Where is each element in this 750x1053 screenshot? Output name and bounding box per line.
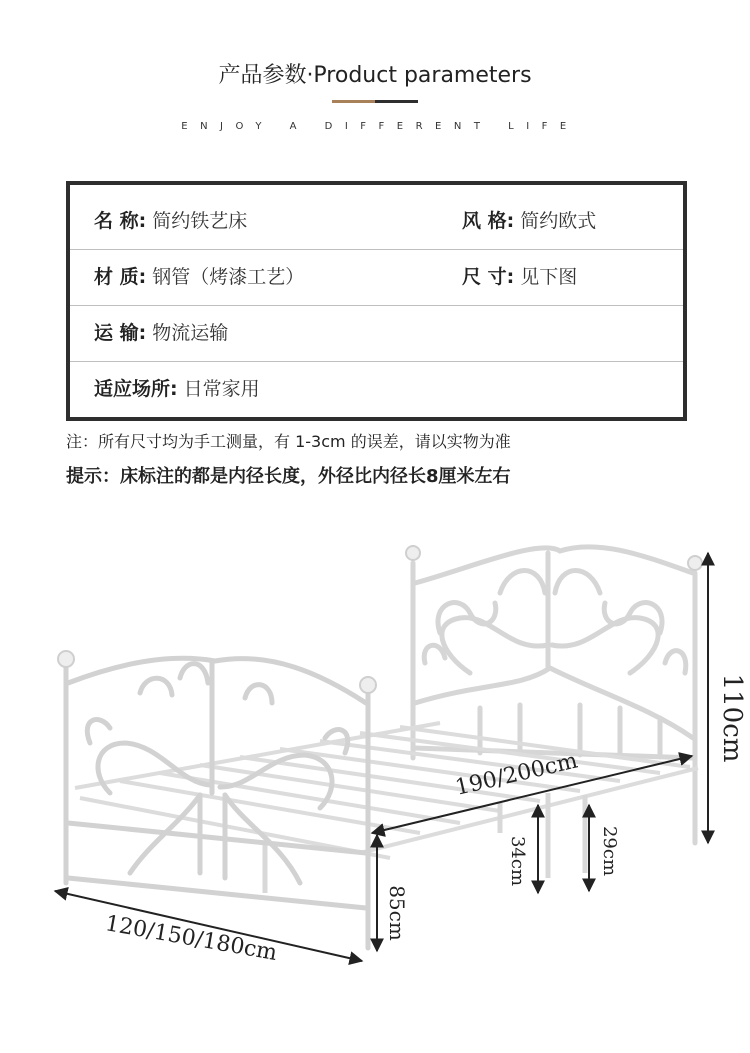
name-value: 简约铁艺床 <box>152 210 248 232</box>
row-shipping <box>70 305 683 362</box>
material-label: 材 质: <box>94 266 147 288</box>
use-label: 适应场所: <box>94 378 178 400</box>
parameter-table <box>66 181 687 421</box>
row-use <box>70 361 683 417</box>
cell-material <box>94 249 304 305</box>
shipping-value: 物流运输 <box>152 322 229 344</box>
page-title: 产品参数·Product parameters <box>218 63 532 88</box>
style-label: 风 格: <box>462 210 515 232</box>
material-value: 钢管（烤漆工艺） <box>152 266 305 288</box>
measurement-note: 注：所有尺寸均为手工测量，有 1-3cm 的误差，请以实物为准 <box>66 432 511 451</box>
tagline: ENJOY A DIFFERENT LIFE <box>181 121 579 132</box>
shipping-label: 运 输: <box>94 322 147 344</box>
headboard <box>413 547 695 843</box>
cell-size <box>462 249 577 305</box>
length-dimension: 190/200cm <box>453 748 581 801</box>
footboard-height: 85cm <box>385 885 409 941</box>
cell-shipping <box>94 305 228 361</box>
cell-style <box>462 193 596 249</box>
row-name-style <box>70 193 683 250</box>
row-material-size <box>70 249 683 306</box>
size-label: 尺 寸: <box>462 266 515 288</box>
cell-name <box>94 193 247 249</box>
size-value: 见下图 <box>520 266 578 288</box>
bed-diagram <box>0 533 750 1053</box>
name-label: 名 称: <box>94 210 147 232</box>
style-value: 简约欧式 <box>520 210 597 232</box>
headboard-height: 110cm <box>717 673 747 763</box>
cell-use <box>94 361 260 417</box>
leg-clearance-34: 34cm <box>507 835 528 887</box>
width-dimension: 120/150/180cm <box>103 911 279 967</box>
leg-clearance-29: 29cm <box>599 825 620 877</box>
use-value: 日常家用 <box>183 378 260 400</box>
size-tip: 提示：床标注的都是内径长度，外径比内径长8厘米左右 <box>66 466 511 487</box>
title-underline <box>332 100 418 103</box>
